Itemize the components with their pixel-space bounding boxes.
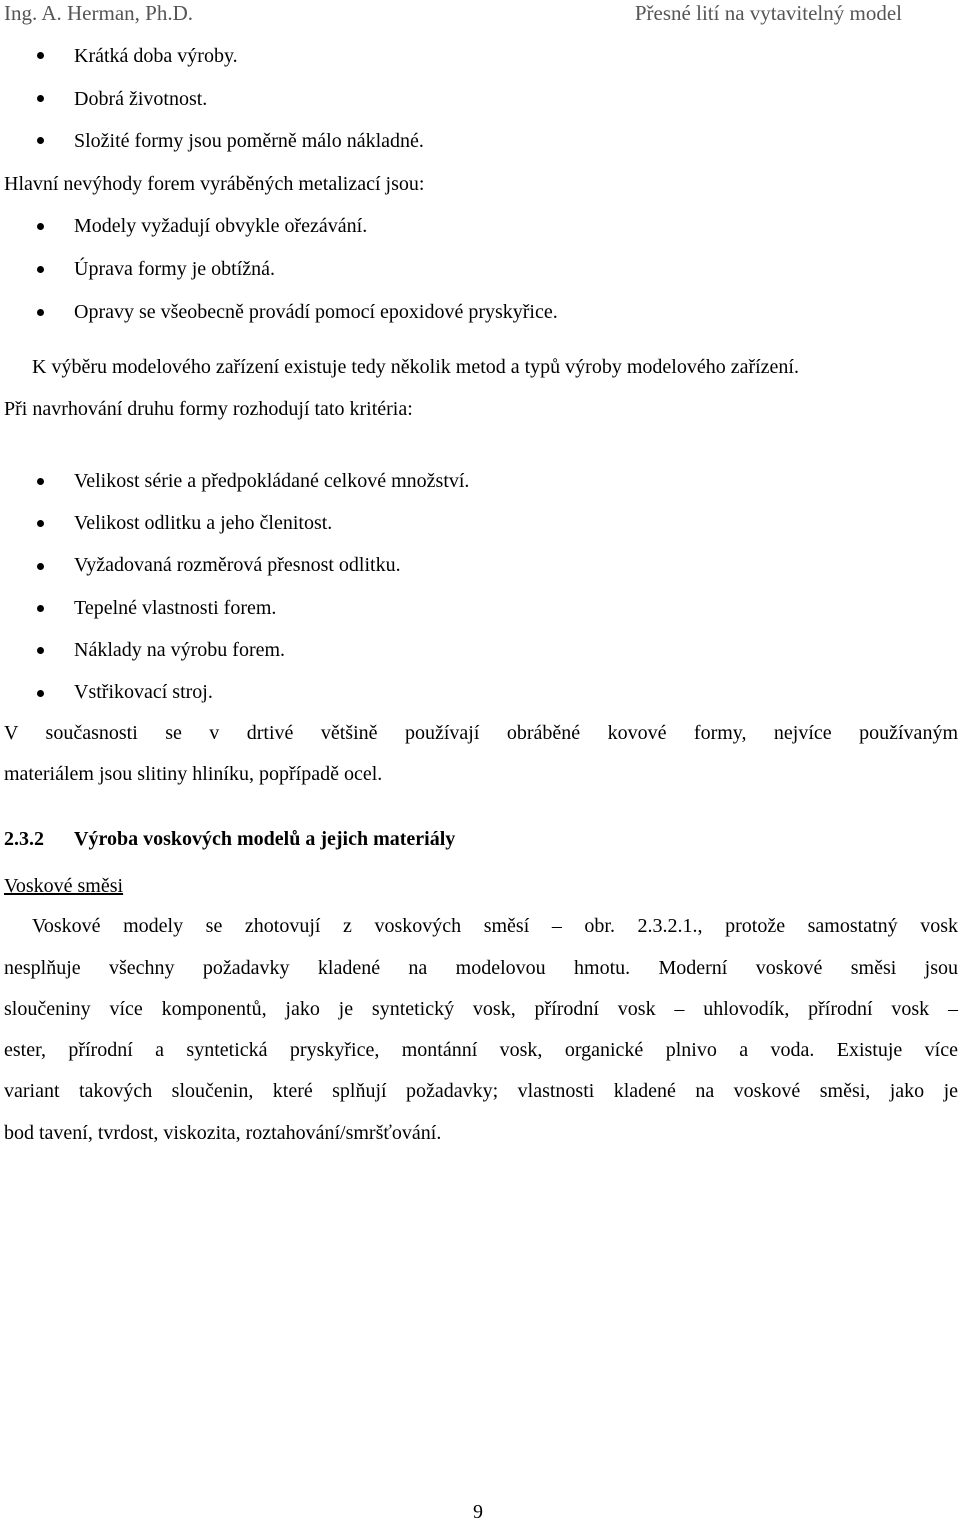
bullet-icon (37, 95, 44, 102)
list-item: Úprava formy je obtížná. (74, 258, 276, 280)
bullet-icon (37, 266, 44, 273)
bullet-icon (37, 647, 44, 654)
paragraph-wax-line: Voskové modely se zhotovují z voskových směsí – obr. 2.3.2.1., protože samostatný vosk (32, 915, 958, 937)
paragraph-criteria: Při navrhování druhu formy rozhodují tato kritéria: (4, 398, 413, 420)
list-item: Krátká doba výroby. (74, 45, 238, 67)
list-item: Vstřikovací stroj. (74, 681, 213, 703)
bullet-icon (37, 223, 44, 230)
paragraph-wax-line: bod tavení, tvrdost, viskozita, roztahování/smršťování. (4, 1122, 442, 1144)
list-item: Dobrá životnost. (74, 88, 208, 110)
paragraph-current-line: V současnosti se v drtivé většině používají obráběné kovové formy, nejvíce používaným (4, 722, 958, 744)
bullet-icon (37, 690, 44, 697)
list-item: Tepelné vlastnosti forem. (74, 597, 277, 619)
paragraph-current-line: materiálem jsou slitiny hliníku, popřípadě ocel. (4, 763, 383, 785)
bullet-icon (37, 309, 44, 316)
paragraph-wax-line: variant takových sloučenin, které splňují požadavky; vlastnosti kladené na voskové směsi, jako je (4, 1080, 958, 1102)
bullet-icon (37, 563, 44, 570)
paragraph-wax-line: sloučeniny více komponentů, jako je syntetický vosk, přírodní vosk – uhlovodík, přírodní vosk – (4, 998, 958, 1020)
list-item: Velikost odlitku a jeho členitost. (74, 512, 333, 534)
list-item: Náklady na výrobu forem. (74, 639, 286, 661)
subheading: Voskové směsi (4, 875, 124, 897)
list-item: Velikost série a předpokládané celkové množství. (74, 470, 470, 492)
bullet-icon (37, 605, 44, 612)
list-item: Složité formy jsou poměrně málo nákladné. (74, 130, 424, 152)
header-author: Ing. A. Herman, Ph.D. (4, 1, 193, 25)
section-number: 2.3.2 (4, 828, 44, 850)
bullet-icon (37, 478, 44, 485)
bullet-icon (37, 52, 44, 59)
paragraph-wax-line: ester, přírodní a syntetická pryskyřice, montánní vosk, organické plnivo a voda. Existuje více (4, 1039, 958, 1061)
list-item: Opravy se všeobecně provádí pomocí epoxidové pryskyřice. (74, 301, 558, 323)
paragraph-disadvantages: Hlavní nevýhody forem vyráběných metalizací jsou: (4, 173, 425, 195)
bullet-icon (37, 137, 44, 144)
bullet-icon (37, 520, 44, 527)
header-title: Přesné lití na vytavitelný model (634, 1, 902, 25)
page-number: 9 (473, 1501, 483, 1523)
paragraph-choice: K výběru modelového zařízení existuje tedy několik metod a typů výroby modelového zařízení. (32, 356, 799, 378)
list-item: Modely vyžadují obvykle ořezávání. (74, 215, 368, 237)
paragraph-wax-line: nesplňuje všechny požadavky kladené na modelovou hmotu. Moderní voskové směsi jsou (4, 957, 958, 979)
section-title: Výroba voskových modelů a jejich materiály (74, 828, 456, 850)
list-item: Vyžadovaná rozměrová přesnost odlitku. (74, 554, 401, 576)
